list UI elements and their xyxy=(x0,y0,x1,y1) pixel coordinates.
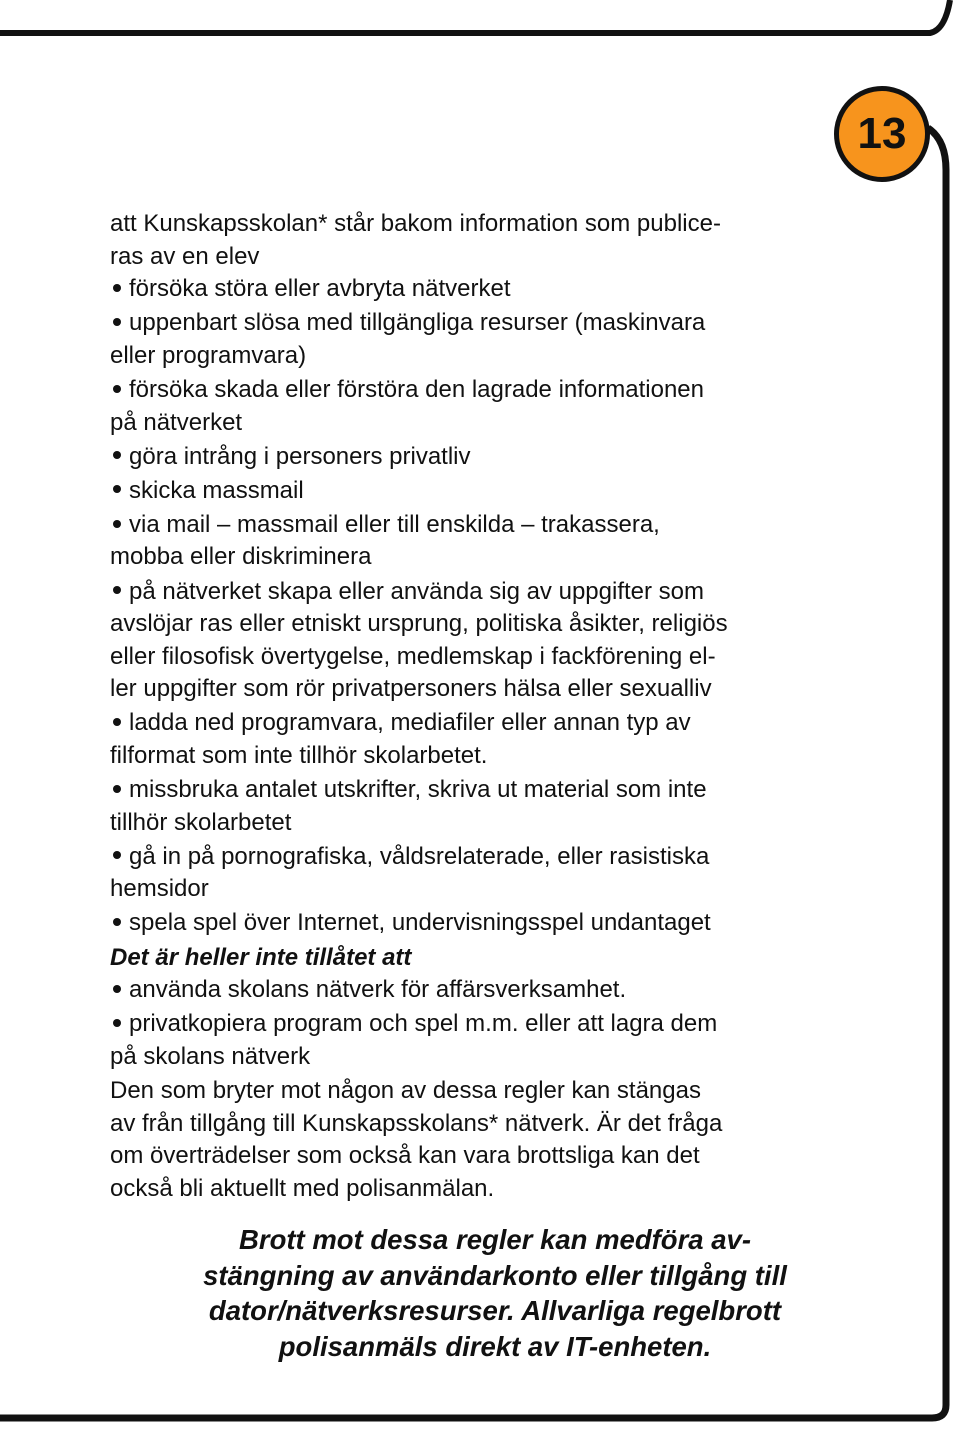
text-line xyxy=(110,208,840,241)
text-line xyxy=(110,873,840,906)
bullet-item xyxy=(110,374,840,439)
line-text: försöka störa eller avbryta nätverket xyxy=(129,275,511,303)
text-line xyxy=(110,475,840,508)
bullet-icon xyxy=(113,586,121,594)
bullet-icon xyxy=(113,385,121,393)
page-number: 13 xyxy=(857,109,907,158)
text-line xyxy=(110,541,840,574)
text-line xyxy=(110,241,840,274)
page-number-badge xyxy=(834,86,930,182)
warning-line: dator/nätverksresurser. Allvarliga regelbrott xyxy=(208,1295,782,1326)
bullet-icon xyxy=(113,318,121,326)
line-text: att Kunskapsskolan* står bakom information som publice- xyxy=(110,210,721,237)
line-text: använda skolans nätverk för affärsverksamhet. xyxy=(129,976,627,1004)
line-text: ras av en elev xyxy=(110,242,260,270)
text-line xyxy=(110,374,840,407)
bullet-icon xyxy=(113,785,121,793)
text-line xyxy=(110,673,840,706)
bullet-item xyxy=(110,707,840,772)
line-text: på skolans nätverk xyxy=(110,1042,311,1070)
text-line xyxy=(110,1173,840,1206)
line-text: göra intrång i personers privatliv xyxy=(129,442,471,470)
warning-line: stängning av användarkonto eller tillgång till xyxy=(203,1259,787,1291)
line-text: ler uppgifter som rör privatpersoners hälsa eller sexualliv xyxy=(110,675,712,703)
text-line xyxy=(110,942,840,975)
line-text: också bli aktuellt med polisanmälan. xyxy=(110,1174,495,1202)
text-line xyxy=(110,641,840,674)
line-text: Den som bryter mot någon av dessa regler kan stängas xyxy=(110,1076,701,1104)
text-line xyxy=(110,740,840,773)
text-line xyxy=(110,1140,840,1173)
bullet-icon xyxy=(113,851,121,859)
line-text: filformat som inte tillhör skolarbetet. xyxy=(110,742,488,769)
bullet-icon xyxy=(113,718,121,726)
text-line xyxy=(110,774,840,807)
bullet-item xyxy=(110,774,840,839)
text-line xyxy=(110,441,840,474)
line-text: via mail – massmail eller till enskilda – trakassera, xyxy=(129,510,660,538)
line-text: uppenbart slösa med tillgängliga resurser (maskinvara xyxy=(129,309,706,337)
paragraph xyxy=(110,1075,840,1205)
paragraph xyxy=(110,208,840,273)
line-text: privatkopiera program och spel m.m. eller att lagra dem xyxy=(129,1010,718,1038)
text-line xyxy=(110,841,840,874)
text-line xyxy=(110,1108,840,1141)
bullet-item xyxy=(110,841,840,906)
text-line xyxy=(110,576,840,609)
line-text: på nätverket skapa eller använda sig av uppgifter som xyxy=(129,577,705,605)
line-text: Det är heller inte tillåtet att xyxy=(110,943,412,971)
warning-line: polisanmäls direkt av IT-enheten. xyxy=(278,1330,712,1362)
bullet-item xyxy=(110,307,840,372)
text-line xyxy=(110,1041,840,1074)
text-line xyxy=(110,707,840,740)
line-text: tillhör skolarbetet xyxy=(110,808,292,836)
line-text: eller filosofisk övertygelse, medlemskap i fackförening el- xyxy=(110,642,716,670)
text-line xyxy=(110,974,840,1007)
bullet-icon xyxy=(113,1019,121,1027)
bullet-icon xyxy=(113,485,121,493)
line-text: om överträdelser som också kan vara brottsliga kan det xyxy=(110,1142,700,1170)
line-text: gå in på pornografiska, våldsrelaterade, eller rasistiska xyxy=(129,842,710,870)
text-line xyxy=(110,340,840,373)
bullet-icon xyxy=(113,985,121,993)
bullet-icon xyxy=(113,451,121,459)
text-line xyxy=(110,407,840,440)
bullet-item xyxy=(110,273,840,306)
bullet-item xyxy=(110,576,840,706)
line-text: hemsidor xyxy=(110,875,209,903)
bullet-item xyxy=(110,1008,840,1073)
text-line xyxy=(110,608,840,641)
bullet-item xyxy=(110,475,840,508)
bullet-icon xyxy=(113,284,121,292)
bullet-item xyxy=(110,441,840,474)
warning-line: Brott mot dessa regler kan medföra av- xyxy=(239,1224,751,1255)
line-text: eller programvara) xyxy=(110,341,307,369)
rules-body xyxy=(110,208,840,1205)
line-text: avslöjar ras eller etniskt ursprung, politiska åsikter, religiös xyxy=(110,610,728,638)
line-text: missbruka antalet utskrifter, skriva ut material som inte xyxy=(129,776,707,804)
bullet-item xyxy=(110,907,840,940)
bullet-icon xyxy=(113,918,121,926)
bullet-item xyxy=(110,974,840,1007)
line-text: på nätverket xyxy=(110,408,243,436)
text-line xyxy=(110,1075,840,1108)
line-text: ladda ned programvara, mediafiler eller annan typ av xyxy=(129,709,691,737)
line-text: mobba eller diskriminera xyxy=(110,543,372,571)
line-text: spela spel över Internet, undervisningsspel undantaget xyxy=(129,909,711,937)
text-line xyxy=(110,307,840,340)
line-text: skicka massmail xyxy=(129,476,304,504)
text-line xyxy=(110,273,840,306)
bullet-item xyxy=(110,509,840,574)
bullet-icon xyxy=(113,520,121,528)
text-line xyxy=(110,807,840,840)
text-line xyxy=(110,509,840,542)
warning-notice xyxy=(150,1222,840,1364)
text-line xyxy=(110,907,840,940)
text-line xyxy=(110,1008,840,1041)
line-text: försöka skada eller förstöra den lagrade informationen xyxy=(129,375,704,403)
line-text: av från tillgång till Kunskapsskolans* nätverk. Är det fråga xyxy=(110,1109,723,1137)
section-heading xyxy=(110,942,840,975)
